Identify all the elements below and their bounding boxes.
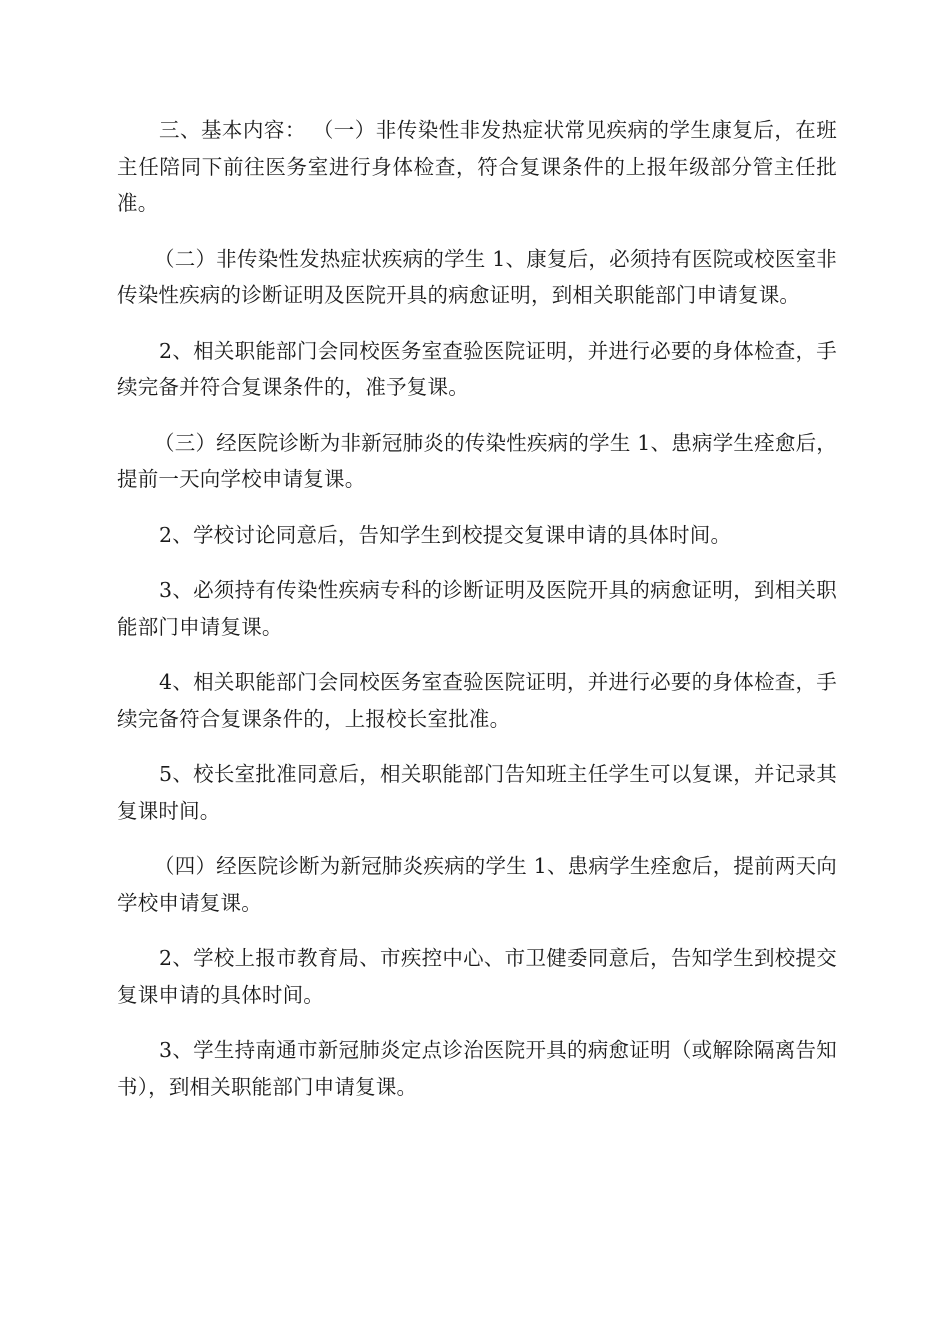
paragraph-section-2-item-2: 2、相关职能部门会同校医务室查验医院证明，并进行必要的身体检查，手续完备并符合复课条件的，准予复课。 <box>117 338 837 399</box>
paragraph-section-3-item-3: 3、必须持有传染性疾病专科的诊断证明及医院开具的病愈证明，到相关职能部门申请复课。 <box>117 578 837 639</box>
document-page <box>117 112 837 1124</box>
paragraph-basic-content: 三、基本内容： （一）非传染性非发热症状常见疾病的学生康复后，在班主任陪同下前往医务室进行身体检查，符合复课条件的上报年级部分管主任批准。 <box>117 118 837 215</box>
paragraph-section-3-item-4: 4、相关职能部门会同校医务室查验医院证明，并进行必要的身体检查，手续完备符合复课条件的，上报校长室批准。 <box>117 670 837 731</box>
paragraph-section-3-item-5: 5、校长室批准同意后，相关职能部门告知班主任学生可以复课，并记录其复课时间。 <box>117 762 837 823</box>
paragraph-section-3-item-2: 2、学校讨论同意后，告知学生到校提交复课申请的具体时间。 <box>159 522 732 547</box>
paragraph-section-2-item-1: （二）非传染性发热症状疾病的学生 1、康复后，必须持有医院或校医室非传染性疾病的诊断证明及医院开具的病愈证明，到相关职能部门申请复课。 <box>117 246 837 307</box>
paragraph-section-4-item-2: 2、学校上报市教育局、市疾控中心、市卫健委同意后，告知学生到校提交复课申请的具体时间。 <box>117 946 837 1007</box>
paragraph-section-4-item-1: （四）经医院诊断为新冠肺炎疾病的学生 1、患病学生痊愈后，提前两天向学校申请复课。 <box>117 854 837 915</box>
paragraph-section-3-item-1: （三）经医院诊断为非新冠肺炎的传染性疾病的学生 1、患病学生痊愈后，提前一天向学校申请复课。 <box>117 430 837 491</box>
paragraph-section-4-item-3: 3、学生持南通市新冠肺炎定点诊治医院开具的病愈证明（或解除隔离告知书），到相关职能部门申请复课。 <box>117 1038 837 1099</box>
